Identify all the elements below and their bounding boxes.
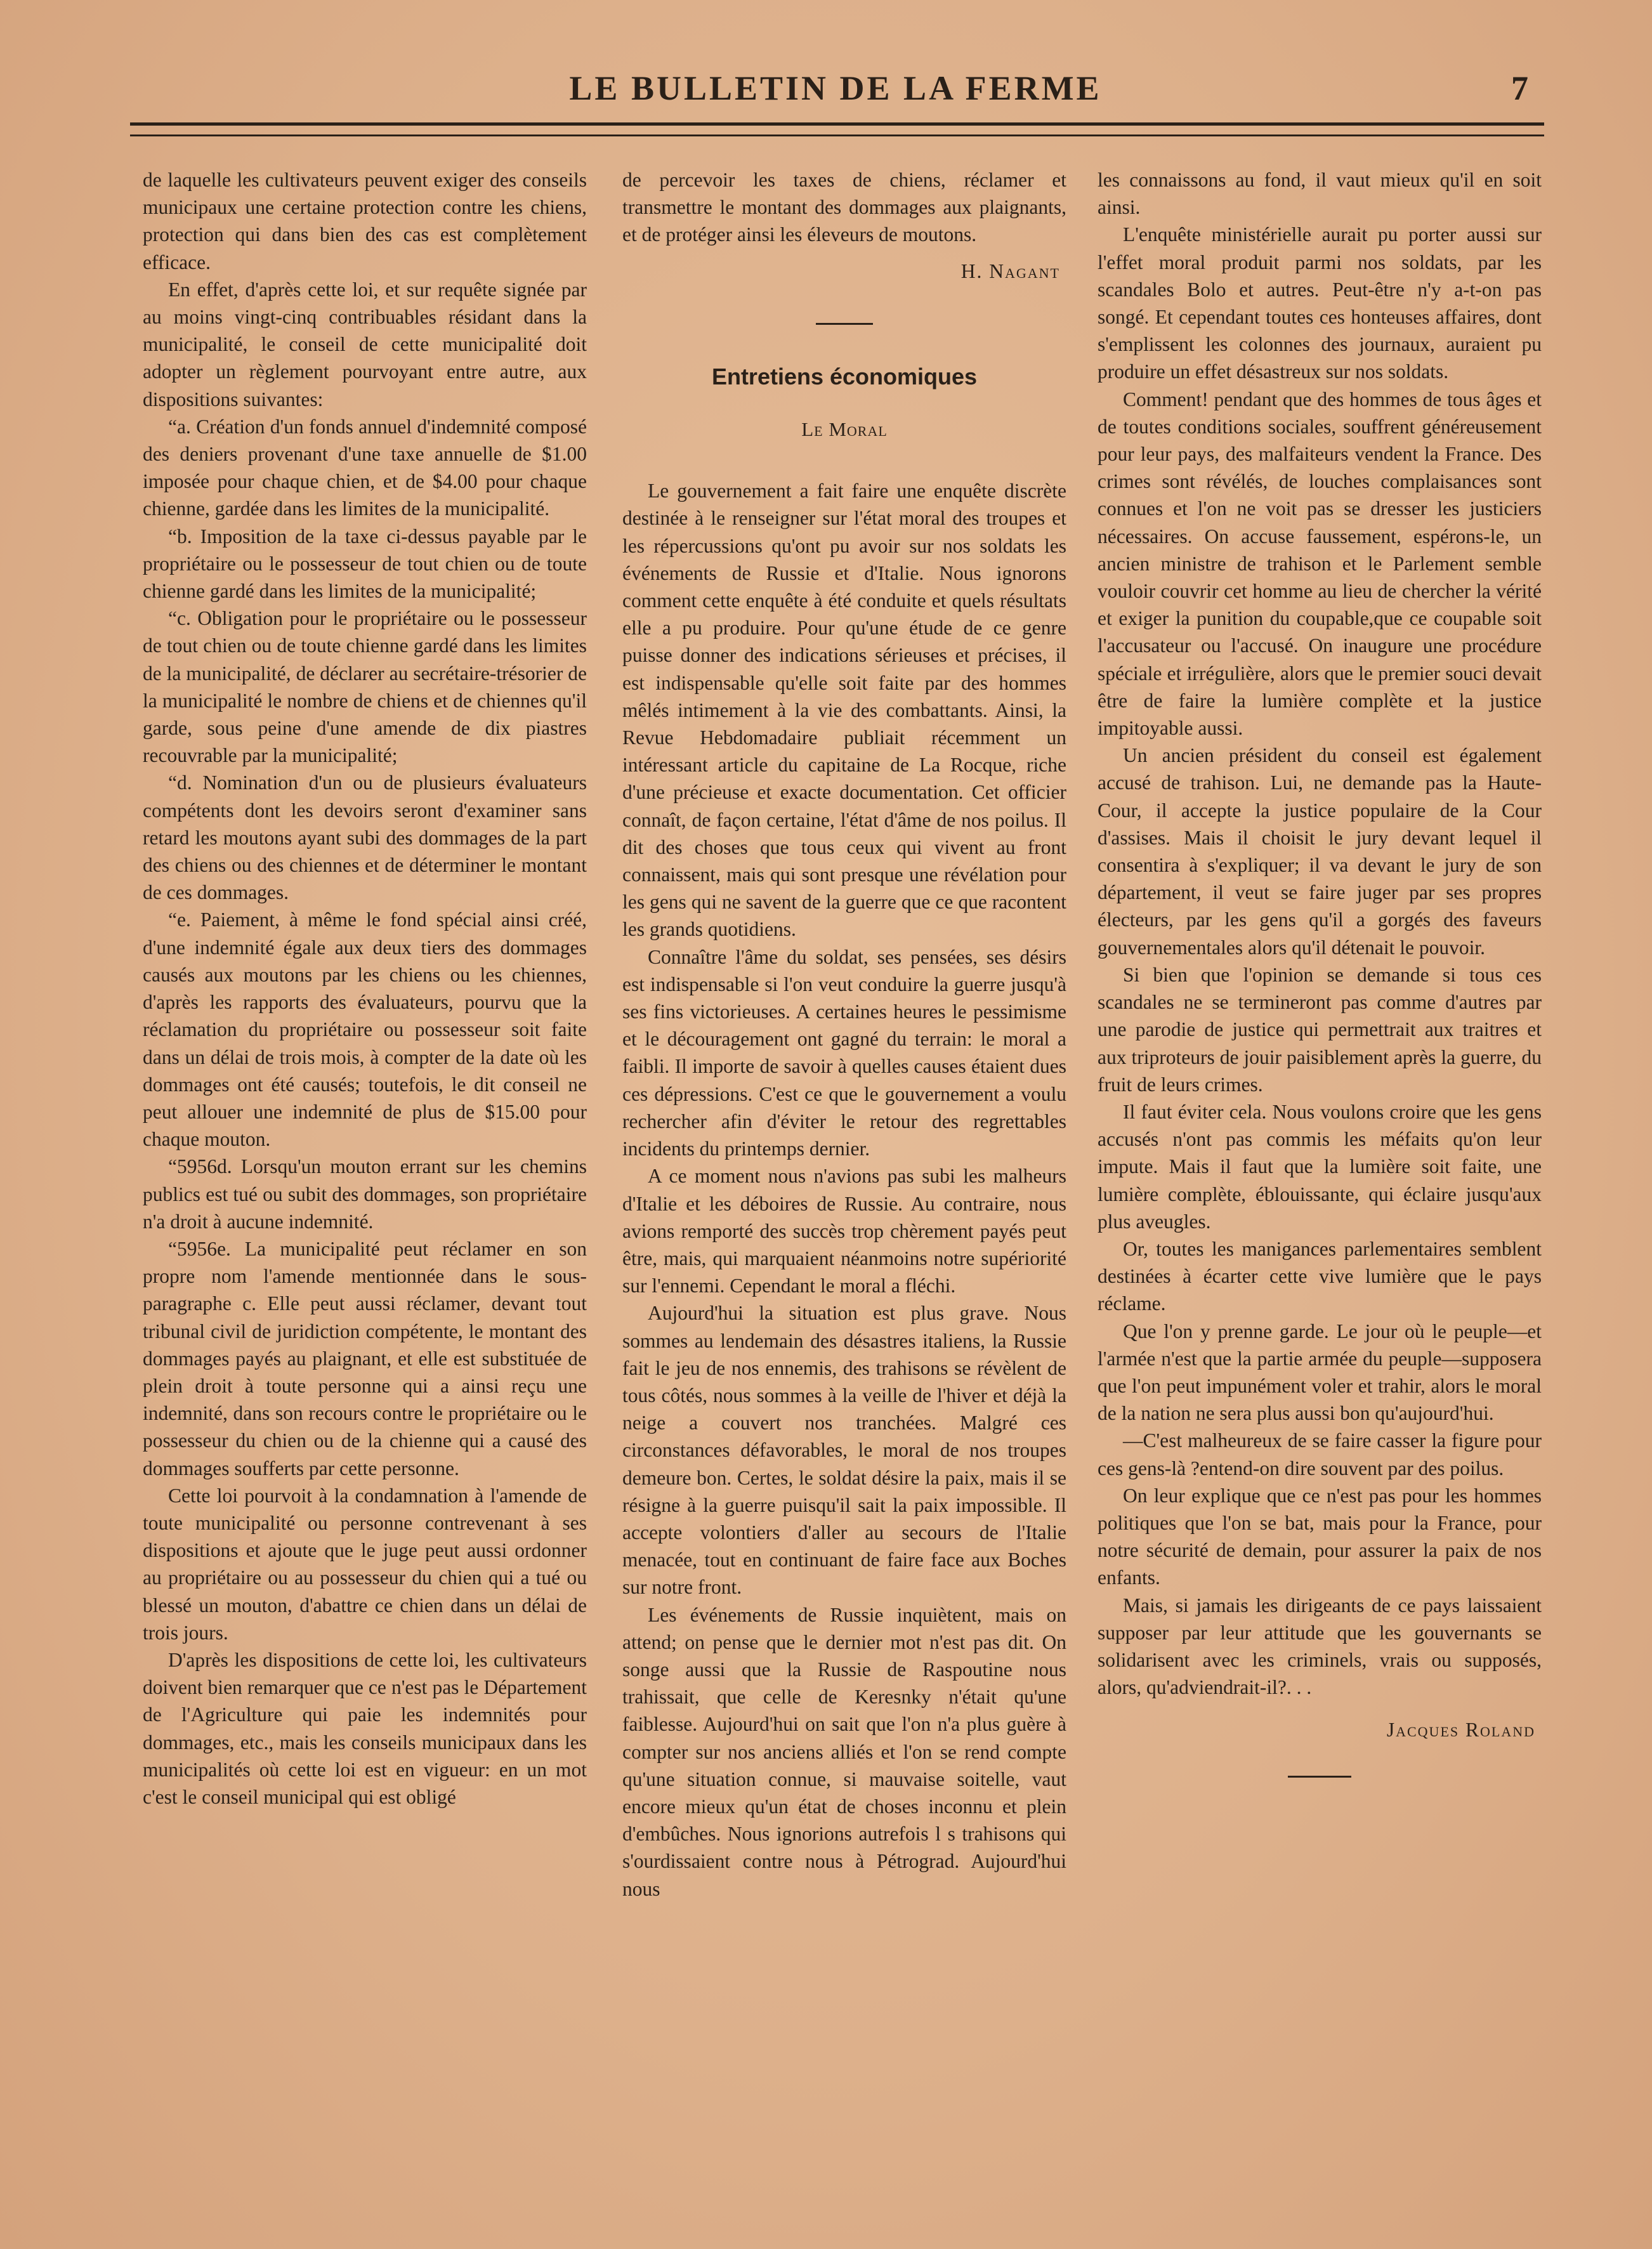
page-number: 7 [1511, 69, 1528, 107]
paragraph: les connaissons au fond, il vaut mieux qu'il en soit ainsi. [1098, 169, 1542, 219]
paragraph: A ce moment nous n'avions pas subi les malheurs d'Italie et les déboires de Russie. Au contraire, nous avions remporté des succès trop chèrement payés peut être, mais, qui marquaient néanmoins notre supériorité sur l'ennemi. Cependant le moral a fléchi. [622, 1165, 1066, 1297]
paragraph: de laquelle les cultivateurs peuvent exiger des conseils municipaux une certaine protection contre les chiens, protection qui dans bien des cas est complètement efficace. [143, 169, 587, 273]
paragraph: “e. Paiement, à même le fond spécial ainsi créé, d'une indemnité égale aux deux tiers des dommages causés aux moutons par les chiens ou les chiennes, d'après les rapports des évaluateurs, pourvu que la réclamation du propriétaire ou possesseur soit faite dans un délai de trois mois, à compter de la date où les dommages ont été causés; toutefois, le dit conseil ne peut allouer une indemnité de plus de $15.00 pour chaque mouton. [143, 908, 587, 1151]
paragraph: Les événements de Russie inquiètent, mais on attend; on pense que le dernier mot n'est pas dit. On songe aussi que la Russie de Raspoutine nous trahissait, que celle de Keresnky n'était qu'une faiblesse. Aujourd'hui on sait que l'on n'a plus guère à compter sur nos anciens alliés et l'on se rend compte qu'une situation connue, si mauvaise soitelle, vaut encore mieux qu'un état de choses inconnu et plein d'embûches. Nous ignorions autrefois l s trahisons qui s'ourdissaient contre nous à Pétrograd. Aujourd'hui nous [622, 1603, 1066, 1900]
paragraph: Il faut éviter cela. Nous voulons croire que les gens accusés n'ont pas commis les méfaits qu'on leur impute. Mais il faut que la lumière soit faite, une lumière complète, éblouissante, qui éclaire jusqu'aux plus aveugles. [1098, 1100, 1542, 1233]
author-signature: H. Nagant [960, 259, 1060, 282]
paragraph: Connaître l'âme du soldat, ses pensées, ses désirs est indispensable si l'on veut conduire la guerre jusqu'à ses fins victorieuses. A certaines heures le pessimisme et le découragement ont gagné du terrain: le moral a faibli. Il importe de savoir à quelles causes étaient dues ces dépressions. C'est ce que le gouvernement a voulu rechercher afin d'éviter le retour des regrettables incidents du printemps dernier. [622, 945, 1066, 1160]
paragraph: En effet, d'après cette loi, et sur requête signée par au moins vingt-cinq contribuables résidant dans la municipalité, le conseil de cette municipalité doit adopter un règlement pourvoyant entre autre, aux dispositions suivantes: [143, 278, 587, 410]
paragraph: Comment! pendant que des hommes de tous âges et de toutes conditions sociales, souffrent généreusement pour leur pays, des malfaiteurs vendent la France. Des crimes sont révélés, de louches complaisances sont connues et l'on ne voit pas se dresser les justiciers nécessaires. On accuse faussement, espérons-le, un ancien ministre de trahison et le Parlement semble vouloir couvrir cet homme au lieu de chercher la vérité et exiger la punition du coupable,que ce coupable soit l'accusateur ou l'accusé. On inaugure une procédure spéciale et irrégulière, alors que le premier souci devait être de faire la lumière complète et la justice impitoyable aussi. [1098, 388, 1542, 740]
end-divider [1288, 1776, 1351, 1778]
paragraph: Or, toutes les manigances parlementaires semblent destinées à écarter cette vive lumière que le pays réclame. [1098, 1237, 1542, 1315]
header-rule [130, 122, 1544, 136]
paragraph: —C'est malheureux de se faire casser la figure pour ces gens-là ?entend-on dire souvent par des poilus. [1098, 1429, 1542, 1479]
paragraph: D'après les dispositions de cette loi, les cultivateurs doivent bien remarquer que ce n'est pas le Département de l'Agriculture qui paie les indemnités pour dommages, etc., mais les conseils municipaux dans les municipalités où cette loi est en vigueur: en un mot c'est le conseil municipal qui est obligé [143, 1648, 587, 1808]
paragraph: “b. Imposition de la taxe ci-dessus payable par le propriétaire ou le possesseur de tout chien ou de toute chienne gardé dans les limites de la municipalité; [143, 525, 587, 603]
paragraph: Le gouvernement a fait faire une enquête discrète destinée à le renseigner sur l'état moral des troupes et les répercussions qu'ont pu avoir sur nos soldats les événements de Russie et d'Italie. Nous ignorons comment cette enquête à été conduite et quels résultats elle a pu produire. Pour qu'une étude de ce genre puisse donner des indications sérieuses et précises, il est indispensable qu'elle soit faite par des hommes mêlés intimement à la vie des combattants. Ainsi, la Revue Hebdomadaire publiait récemment un intéressant article du capitaine de La Rocque, riche d'une précieuse et exacte documentation. Cet officier connaît, de façon certaine, l'état d'âme de nos poilus. Il dit des choses que tous ceux qui vivent au front connaissent, mais qui sont presque une révélation pour les gens qui ne savent de la guerre que ce que racontent les grands quotidiens. [622, 480, 1066, 941]
column-3 [1098, 166, 1542, 1778]
column-3-paragraphs [1098, 166, 1542, 1701]
paragraph: “c. Obligation pour le propriétaire ou le possesseur de tout chien ou de toute chienne gardé dans les limites de la municipalité, de déclarer au secrétaire-trésorier de la municipalité le nombre de chiens et de chiennes qu'il garde, sous peine d'une amende de dix piastres recouvrable par la municipalité; [143, 607, 587, 767]
section-divider [816, 323, 873, 325]
column-1 [143, 166, 587, 1811]
author-signature: Jacques Roland [1386, 1719, 1535, 1741]
paragraph: Aujourd'hui la situation est plus grave. Nous sommes au lendemain des désastres italiens, la Russie fait le jeu de nos ennemis, des trahisons se révèlent de tous côtés, nous sommes à la veille de l'hiver et déjà la neige a couvert nos tranchées. Malgré ces circonstances défavorables, le moral de nos troupes demeure bon. Certes, le soldat désire la paix, mais il se résigne à la guerre puisqu'il sait la paix impossible. Il accepte volontiers d'aller au secours de l'Italie menacée, tout en continuant de faire face aux Boches sur notre front. [622, 1302, 1066, 1599]
column-2 [622, 166, 1066, 1903]
page-header [130, 63, 1541, 114]
section-title: Entretiens économiques [711, 363, 978, 390]
paragraph: “5956d. Lorsqu'un mouton errant sur les chemins publics est tué ou subit des dommages, son propriétaire n'a droit à aucune indemnité. [143, 1155, 587, 1233]
subsection-title: Le Moral [801, 418, 888, 441]
article-columns [143, 166, 1552, 2146]
column-2-intro [622, 166, 1066, 249]
publication-title: LE BULLETIN DE LA FERME [569, 69, 1102, 107]
paragraph: “5956e. La municipalité peut réclamer en son propre nom l'amende mentionnée dans le sous-paragraphe c. Elle peut aussi réclamer, devant tout tribunal civil de juridiction compétente, le montant des dommages payés au plaignant, et elle est substituée de plein droit à toute personne qui a ainsi reçu une indemnité, dans son recours contre le propriétaire ou le possesseur du chien ou de la chienne qui a causé des dommages soufferts par cette personne. [143, 1237, 587, 1479]
paragraph: Mais, si jamais les dirigeants de ce pays laissaient supposer par leur attitude que les gouvernants se solidarisent avec les criminels, vrais ou supposés, alors, qu'adviendrait-il?. . . [1098, 1594, 1542, 1699]
column-1-paragraphs [143, 166, 587, 1811]
paragraph: “a. Création d'un fonds annuel d'indemnité composé des deniers provenant d'une taxe annuelle de $1.00 imposée pour chaque chien, et de $4.00 pour chaque chienne, gardée dans les limites de la municipalité. [143, 415, 587, 520]
paragraph: de percevoir les taxes de chiens, réclamer et transmettre le montant des dommages aux plaignants, et de protéger ainsi les éleveurs de moutons. [622, 169, 1066, 246]
paragraph: L'enquête ministérielle aurait pu porter aussi sur l'effet moral produit parmi nos soldats, par les scandales Bolo et autres. Peut-être n'y a-t-on pas songé. Et cependant toutes ces honteuses affaires, dont s'emplissent les colonnes des journaux, auraient pu produire un effet désastreux sur nos soldats. [1098, 223, 1542, 383]
column-2-paragraphs [622, 477, 1066, 1903]
paragraph: Un ancien président du conseil est également accusé de trahison. Lui, ne demande pas la Haute-Cour, il accepte la justice populaire de la Cour d'assises. Mais il choisit le jury devant lequel il consentira à s'expliquer; il va devant le jury de son département, il veut se faire juger par ses propres électeurs, par les gens qu'il a gorgés des faveurs gouvernementales alors qu'il détenait le pouvoir. [1098, 744, 1542, 959]
paragraph: On leur explique que ce n'est pas pour les hommes politiques que l'on se bat, mais pour la France, pour notre sécurité de demain, pour assurer la paix de nos enfants. [1098, 1484, 1542, 1589]
paragraph: Si bien que l'opinion se demande si tous ces scandales ne se termineront pas comme d'autres par une parodie de justice qui permettrait aux traitres et aux triproteurs de jouir paisiblement après la guerre, du fruit de leurs crimes. [1098, 963, 1542, 1096]
paragraph: “d. Nomination d'un ou de plusieurs évaluateurs compétents dont les devoirs seront d'examiner sans retard les moutons ayant subi des dommages de la part des chiens ou des chiennes et de déterminer le montant de ces dommages. [143, 771, 587, 904]
paragraph: Cette loi pourvoit à la condamnation à l'amende de toute municipalité ou personne contrevenant à ses dispositions et ajoute que le juge peut aussi ordonner au propriétaire ou au possesseur du chien qui a tué ou blessé un mouton, d'abattre ce chien dans un délai de trois jours. [143, 1484, 587, 1644]
paragraph: Que l'on y prenne garde. Le jour où le peuple—et l'armée n'est que la partie armée du peuple—supposera que l'on peut impunément voler et trahir, alors le moral de la nation ne sera plus aussi bon qu'aujourd'hui. [1098, 1320, 1542, 1425]
